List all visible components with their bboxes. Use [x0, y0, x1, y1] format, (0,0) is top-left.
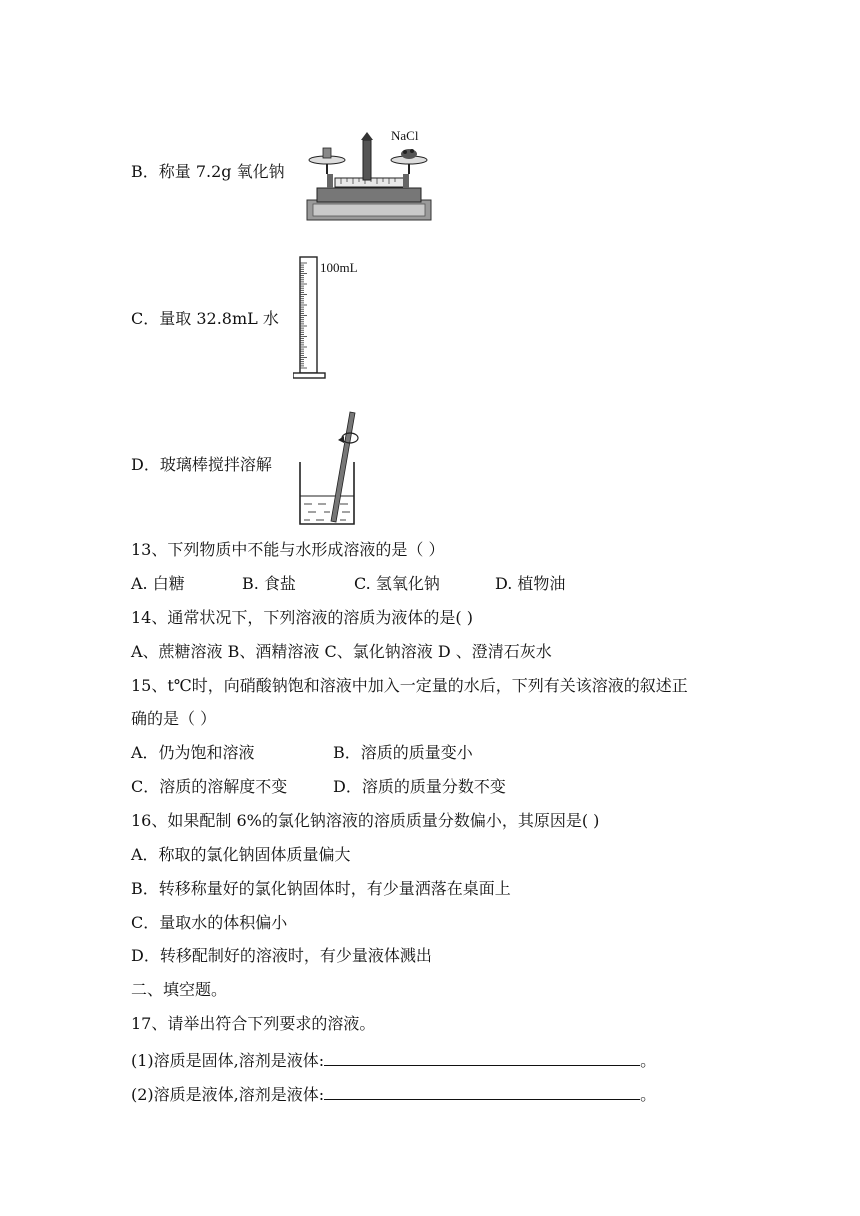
q17-item-1	[131, 1049, 656, 1071]
q16-option-b: B．转移称量好的氯化钠固体时，有少量洒落在桌面上	[131, 879, 511, 898]
q17-stem: 17、请举出符合下列要求的溶液。	[131, 1014, 376, 1033]
q17-answer-blank-2[interactable]	[324, 1083, 640, 1100]
q13-option-d: D. 植物油	[495, 574, 566, 593]
q15-option-a: A．仍为饱和溶液	[131, 743, 255, 762]
q15-stem-line2: 确的是（ ）	[131, 709, 217, 728]
q13-option-b: B. 食盐	[242, 574, 296, 593]
q14-stem: 14、通常状况下，下列溶液的溶质为液体的是( )	[131, 608, 473, 627]
option-c-text: C．量取 32.8mL 水	[131, 309, 279, 328]
section-title: 二、填空题。	[131, 980, 228, 999]
q13-stem: 13、下列物质中不能与水形成溶液的是（ ）	[131, 540, 445, 559]
q17-item-1-end: 。	[640, 1051, 657, 1070]
q16-stem: 16、如果配制 6%的氯化钠溶液的溶质质量分数偏小，其原因是( )	[131, 811, 600, 830]
nacl-label: NaCl	[391, 128, 419, 143]
q17-item-2-end: 。	[640, 1085, 657, 1104]
q17-item-1-label: (1)溶质是固体,溶剂是液体:	[131, 1051, 325, 1070]
q14-options: A、蔗糖溶液 B、酒精溶液 C、氯化钠溶液 D 、澄清石灰水	[131, 642, 552, 661]
q16-option-a: A．称取的氯化钠固体质量偏大	[131, 845, 351, 864]
q15-option-c: C．溶质的溶解度不变	[131, 777, 288, 796]
q15-stem-line1: 15、t℃时，向硝酸钠饱和溶液中加入一定量的水后，下列有关该溶液的叙述正	[131, 676, 688, 695]
cylinder-capacity-label: 100mL	[320, 260, 358, 275]
q15-option-b: B．溶质的质量变小	[333, 743, 473, 762]
balance-scale-figure	[305, 126, 433, 222]
q13-option-c: C. 氢氧化钠	[354, 574, 440, 593]
q15-option-d: D．溶质的质量分数不变	[333, 777, 506, 796]
q17-item-2-label: (2)溶质是液体,溶剂是液体:	[131, 1085, 325, 1104]
measuring-cylinder-figure	[293, 253, 373, 381]
q16-option-d: D．转移配制好的溶液时，有少量液体溅出	[131, 946, 432, 965]
q17-answer-blank-1[interactable]	[324, 1049, 640, 1066]
beaker-stirring-figure	[296, 410, 360, 528]
option-b-text: B．称量 7.2g 氧化钠	[131, 162, 285, 181]
option-d-text: D．玻璃棒搅拌溶解	[131, 455, 272, 474]
q17-item-2	[131, 1083, 656, 1105]
q13-option-a: A. 白糖	[131, 574, 185, 593]
q16-option-c: C．量取水的体积偏小	[131, 913, 288, 932]
